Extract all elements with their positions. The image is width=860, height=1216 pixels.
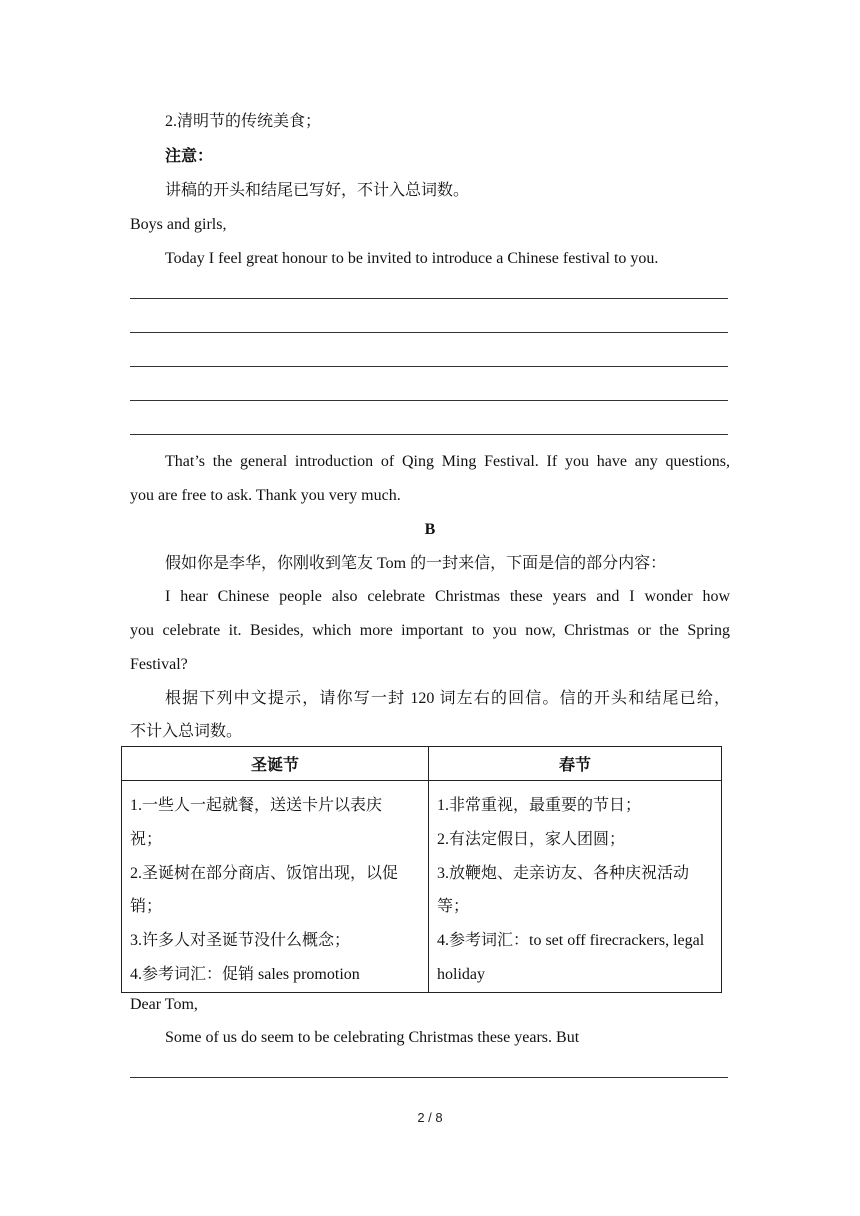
reply-opening: Some of us do seem to be celebrating Christmas these years. But [165, 1029, 580, 1046]
note-label: 注意： [165, 148, 214, 165]
table-header-row [122, 747, 722, 781]
spring-festival-point: 4.参考词汇：to set off firecrackers, legal [437, 932, 705, 950]
letter-excerpt-line-3: Festival? [130, 656, 188, 673]
prompt-table [121, 746, 722, 993]
speech-opening: Today I feel great honour to be invited to introduce a Chinese festival to you. [165, 250, 659, 267]
christmas-point: 3.许多人对圣诞节没什么概念； [130, 932, 351, 950]
christmas-point: 4.参考词汇：促销 sales promotion [130, 965, 360, 983]
answer-line [130, 366, 728, 367]
table-header-spring-festival: 春节 [429, 747, 722, 781]
christmas-cell [122, 781, 429, 993]
spring-festival-cell [429, 781, 722, 993]
speech-greeting: Boys and girls, [130, 216, 227, 233]
answer-line [130, 332, 728, 333]
section-b-intro: 假如你是李华，你刚收到笔友 Tom 的一封来信，下面是信的部分内容： [165, 555, 667, 572]
letter-excerpt-line-2: you celebrate it. Besides, which more important to you now, Christmas or the Spring [130, 622, 730, 639]
answer-line [130, 400, 728, 401]
table-header-christmas: 圣诞节 [122, 747, 429, 781]
instruction-line-1: 根据下列中文提示，请你写一封 120 词左右的回信。信的开头和结尾已给， [165, 690, 730, 707]
answer-line [130, 434, 728, 435]
christmas-point: 1.一些人一起就餐，送送卡片以表庆 [130, 797, 383, 814]
spring-festival-point: 2.有法定假日，家人团圆； [437, 830, 626, 848]
spring-festival-point: 1.非常重视，最重要的节日； [437, 797, 642, 814]
christmas-point: 2.圣诞树在部分商店、饭馆出现，以促 [130, 864, 399, 882]
christmas-point: 销； [130, 898, 163, 916]
reply-greeting: Dear Tom, [130, 996, 198, 1013]
instruction-line-2: 不计入总词数。 [130, 723, 243, 740]
page-number: 2 / 8 [417, 1110, 443, 1125]
spring-festival-point: holiday [437, 965, 485, 983]
answer-line [130, 1077, 728, 1078]
answer-line [130, 298, 728, 299]
section-b-heading: B [424, 521, 436, 538]
note-text: 讲稿的开头和结尾已写好，不计入总词数。 [165, 182, 470, 199]
table-row [122, 781, 722, 993]
speech-closing-line-2: you are free to ask. Thank you very much. [130, 487, 401, 504]
christmas-point: 祝； [130, 830, 163, 848]
outline-item-2: 2.清明节的传统美食； [165, 113, 322, 130]
speech-closing-line-1: That’s the general introduction of Qing Ming Festival. If you have any questions, [165, 453, 730, 470]
spring-festival-point: 3.放鞭炮、走亲访友、各种庆祝活动等； [437, 864, 690, 916]
letter-excerpt-line-1: I hear Chinese people also celebrate Christmas these years and I wonder how [165, 588, 730, 605]
